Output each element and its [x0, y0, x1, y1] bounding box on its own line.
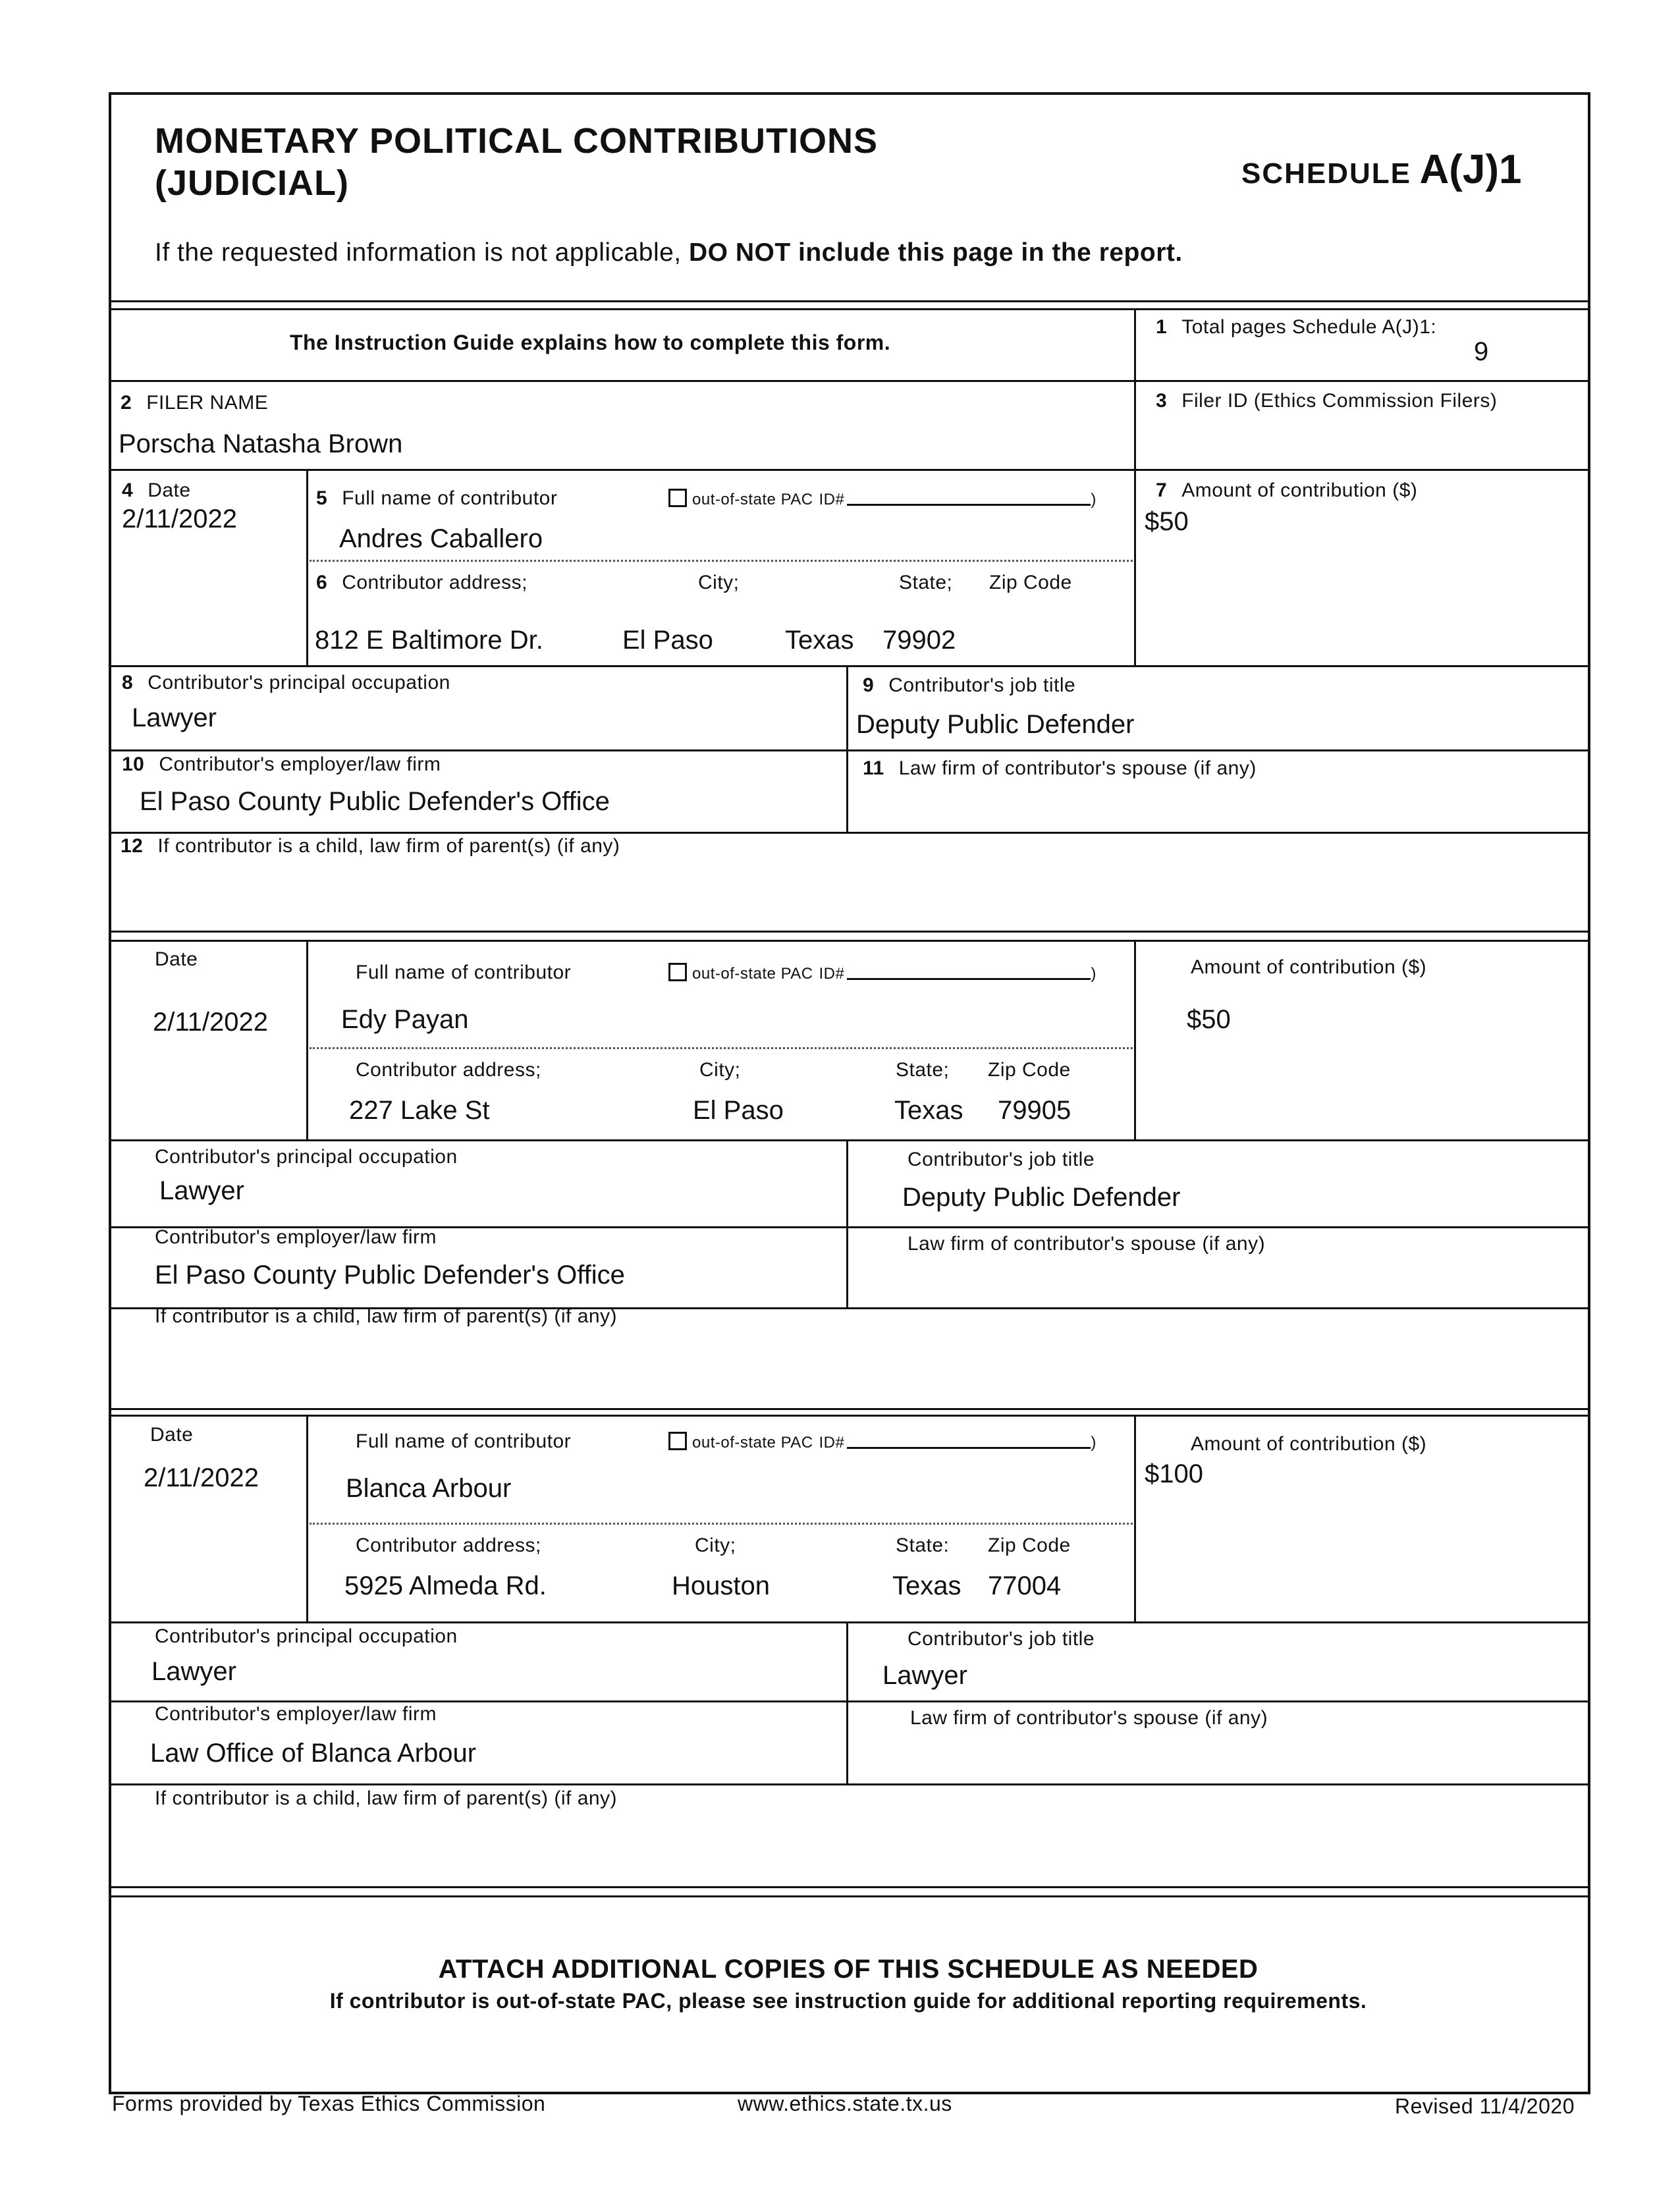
occupation-label: Contributor's principal occupation: [155, 1625, 458, 1647]
field-number: 4: [122, 479, 134, 501]
pac-label: out-of-state PAC: [692, 1434, 813, 1452]
address-label: Contributor address;: [356, 1059, 541, 1081]
spouse-firm-label: Law firm of contributor's spouse (if any): [910, 1707, 1268, 1729]
job-title-label: [863, 674, 1075, 697]
row-line: [109, 1139, 1588, 1141]
name-underline: [310, 1523, 1133, 1525]
row-line: [109, 469, 1588, 471]
pac-id-field[interactable]: [847, 504, 1091, 506]
section-divider: [109, 1895, 1588, 1897]
pac-checkbox[interactable]: [668, 963, 687, 981]
header-divider-2: [109, 308, 1588, 310]
instruction-text: The Instruction Guide explains how to complete this form.: [290, 331, 891, 354]
field-number: 5: [316, 487, 328, 509]
contribution-date: 2/11/2022: [153, 1008, 268, 1037]
pac-id-field[interactable]: [847, 978, 1091, 980]
contribution-amount: $100: [1145, 1459, 1203, 1488]
pac-requirements-note: If contributor is out-of-state PAC, please see instruction guide for additional reporting requirements.: [329, 1989, 1367, 2013]
contributor-job-title: Deputy Public Defender: [856, 710, 1135, 739]
full-name-label-text: Full name of contributor: [342, 487, 558, 509]
filer-id-label: [1156, 390, 1497, 412]
contributor-address: 5925 Almeda Rd.: [344, 1571, 547, 1600]
contributor-employer: El Paso County Public Defender's Office: [140, 787, 610, 816]
col-line: [1134, 308, 1136, 665]
field-number: 6: [316, 572, 328, 593]
date-label: Date: [150, 1424, 194, 1446]
col-line: [1134, 1415, 1136, 1621]
pac-checkbox[interactable]: [668, 1432, 687, 1450]
contributor-city: El Paso: [693, 1096, 784, 1125]
pac-label: out-of-state PAC: [692, 491, 813, 508]
city-label: City;: [698, 572, 740, 593]
occupation-label: [122, 672, 450, 694]
footer-revision: Revised 11/4/2020: [1395, 2094, 1575, 2118]
pac-label: out-of-state PAC: [692, 965, 813, 983]
contribution-date: 2/11/2022: [144, 1463, 259, 1492]
zip-label: Zip Code: [988, 1535, 1071, 1556]
child-firm-label: If contributor is a child, law firm of parent(s) (if any): [155, 1305, 618, 1327]
contribution-date: 2/11/2022: [122, 504, 237, 533]
employer-label: Contributor's employer/law firm: [155, 1703, 437, 1725]
out-of-state-pac: [668, 487, 1097, 510]
contribution-amount: $50: [1187, 1005, 1231, 1034]
row-line: [109, 832, 1588, 834]
section-divider: [109, 1415, 1588, 1417]
row-line: [109, 1783, 1588, 1785]
row-line: [109, 1621, 1588, 1623]
col-line: [846, 1621, 848, 1783]
contributor-state: Texas: [892, 1571, 962, 1600]
city-label: City;: [695, 1535, 736, 1556]
schedule-label: SCHEDULE: [1241, 157, 1412, 190]
spouse-firm-label-text: Law firm of contributor's spouse (if any): [898, 757, 1257, 779]
total-pages-label: [1156, 316, 1436, 339]
job-title-label: Contributor's job title: [908, 1628, 1095, 1650]
contributor-occupation: Lawyer: [151, 1657, 236, 1686]
address-label: [316, 572, 528, 594]
contributor-name: Edy Payan: [341, 1005, 469, 1034]
id-close: ): [1091, 965, 1097, 983]
header-divider: [109, 300, 1588, 302]
field-number: 12: [121, 835, 144, 857]
name-underline: [310, 560, 1133, 562]
filer-name-value: Porscha Natasha Brown: [119, 429, 403, 458]
form-title: [155, 120, 878, 204]
section-divider: [109, 1408, 1588, 1410]
contributor-state: Texas: [785, 626, 854, 655]
out-of-state-pac: [668, 1430, 1097, 1453]
employer-label-text: Contributor's employer/law firm: [159, 753, 441, 775]
contributor-city: Houston: [672, 1571, 770, 1600]
schedule-id: [1241, 146, 1522, 193]
total-pages-text: Total pages Schedule A(J)1:: [1181, 316, 1437, 338]
amount-label-text: Amount of contribution ($): [1181, 479, 1418, 501]
job-title-label: Contributor's job title: [908, 1149, 1095, 1170]
out-of-state-pac: [668, 962, 1097, 984]
field-number: 9: [863, 674, 875, 696]
footer-website[interactable]: www.ethics.state.tx.us: [738, 2092, 952, 2115]
contributor-employer: Law Office of Blanca Arbour: [150, 1739, 477, 1768]
id-label: ID#: [819, 1434, 845, 1452]
contributor-address: 227 Lake St: [349, 1096, 490, 1125]
address-label: Contributor address;: [356, 1535, 541, 1556]
section-divider: [109, 940, 1588, 942]
employer-label: [122, 753, 441, 776]
spouse-firm-label: [863, 757, 1257, 780]
contributor-job-title: Lawyer: [882, 1661, 967, 1690]
contributor-state: Texas: [894, 1096, 963, 1125]
zip-label: Zip Code: [989, 572, 1072, 593]
row-line: [109, 665, 1588, 667]
col-line: [306, 1415, 308, 1621]
contributor-occupation: Lawyer: [159, 1176, 244, 1205]
contributor-name: Andres Caballero: [339, 524, 543, 553]
field-number: 10: [122, 753, 145, 775]
col-line: [306, 940, 308, 1139]
contributor-zip: 79905: [998, 1096, 1071, 1125]
row-line: [109, 380, 1588, 382]
footer-provider: Forms provided by Texas Ethics Commission: [112, 2092, 546, 2115]
child-firm-label-text: If contributor is a child, law firm of parent(s) (if any): [157, 835, 620, 857]
employer-label: Contributor's employer/law firm: [155, 1226, 437, 1248]
filer-id-text: Filer ID (Ethics Commission Filers): [1181, 390, 1498, 412]
amount-label: [1156, 479, 1417, 502]
row-line: [109, 749, 1588, 751]
filer-name-text: FILER NAME: [146, 392, 269, 414]
note-prefix: If the requested information is not applicable,: [155, 238, 682, 267]
amount-label: Amount of contribution ($): [1191, 1433, 1427, 1455]
occupation-label: Contributor's principal occupation: [155, 1146, 458, 1168]
date-label: [122, 479, 191, 502]
field-number: 1: [1156, 316, 1168, 338]
contributor-employer: El Paso County Public Defender's Office: [155, 1261, 625, 1290]
full-name-label: [316, 487, 557, 510]
child-firm-label: [121, 835, 620, 857]
state-label: State;: [899, 572, 953, 593]
full-name-label: Full name of contributor: [356, 962, 572, 983]
pac-checkbox[interactable]: [668, 489, 687, 507]
col-line: [1134, 940, 1136, 1139]
contributor-name: Blanca Arbour: [346, 1474, 512, 1503]
id-close: ): [1091, 1434, 1097, 1452]
id-close: ): [1091, 491, 1097, 508]
state-label: State:: [896, 1535, 950, 1556]
contributor-address: 812 E Baltimore Dr.: [315, 626, 543, 655]
filer-name-label: [121, 392, 268, 414]
schedule-code: A(J)1: [1419, 147, 1522, 192]
field-number: 2: [121, 392, 132, 414]
section-divider: [109, 1886, 1588, 1888]
col-line: [846, 665, 848, 832]
contributor-zip: 77004: [988, 1571, 1062, 1600]
id-label: ID#: [819, 491, 845, 508]
field-number: 3: [1156, 390, 1168, 412]
full-name-label: Full name of contributor: [356, 1430, 572, 1452]
name-underline: [310, 1047, 1133, 1049]
contribution-amount: $50: [1145, 507, 1189, 536]
amount-label: Amount of contribution ($): [1191, 956, 1427, 978]
contributor-job-title: Deputy Public Defender: [902, 1183, 1181, 1212]
form-title-line1: MONETARY POLITICAL CONTRIBUTIONS: [155, 121, 878, 161]
contributor-city: El Paso: [622, 626, 713, 655]
id-label: ID#: [819, 965, 845, 983]
occupation-label-text: Contributor's principal occupation: [148, 672, 450, 693]
state-label: State;: [896, 1059, 950, 1081]
field-number: 7: [1156, 479, 1168, 501]
date-label-text: Date: [148, 479, 191, 501]
note-bold: DO NOT include this page in the report.: [688, 238, 1183, 267]
job-title-label-text: Contributor's job title: [888, 674, 1076, 696]
date-label: Date: [155, 948, 198, 970]
pac-id-field[interactable]: [847, 1447, 1091, 1449]
field-number: 8: [122, 672, 134, 693]
contributor-zip: 79902: [882, 626, 956, 655]
spouse-firm-label: Law firm of contributor's spouse (if any): [908, 1233, 1266, 1255]
attach-note: ATTACH ADDITIONAL COPIES OF THIS SCHEDULE AS NEEDED: [438, 1955, 1259, 1984]
address-label-text: Contributor address;: [342, 572, 528, 593]
field-number: 11: [863, 757, 884, 779]
col-line: [306, 469, 308, 665]
applicability-note: [155, 238, 1183, 267]
row-line: [109, 1700, 1588, 1702]
contributor-occupation: Lawyer: [132, 703, 217, 732]
zip-label: Zip Code: [988, 1059, 1071, 1081]
city-label: City;: [699, 1059, 741, 1081]
total-pages-value: 9: [1474, 337, 1489, 366]
child-firm-label: If contributor is a child, law firm of parent(s) (if any): [155, 1787, 618, 1809]
col-line: [846, 1139, 848, 1307]
form-title-line2: (JUDICIAL): [155, 163, 349, 203]
section-divider: [109, 931, 1588, 933]
